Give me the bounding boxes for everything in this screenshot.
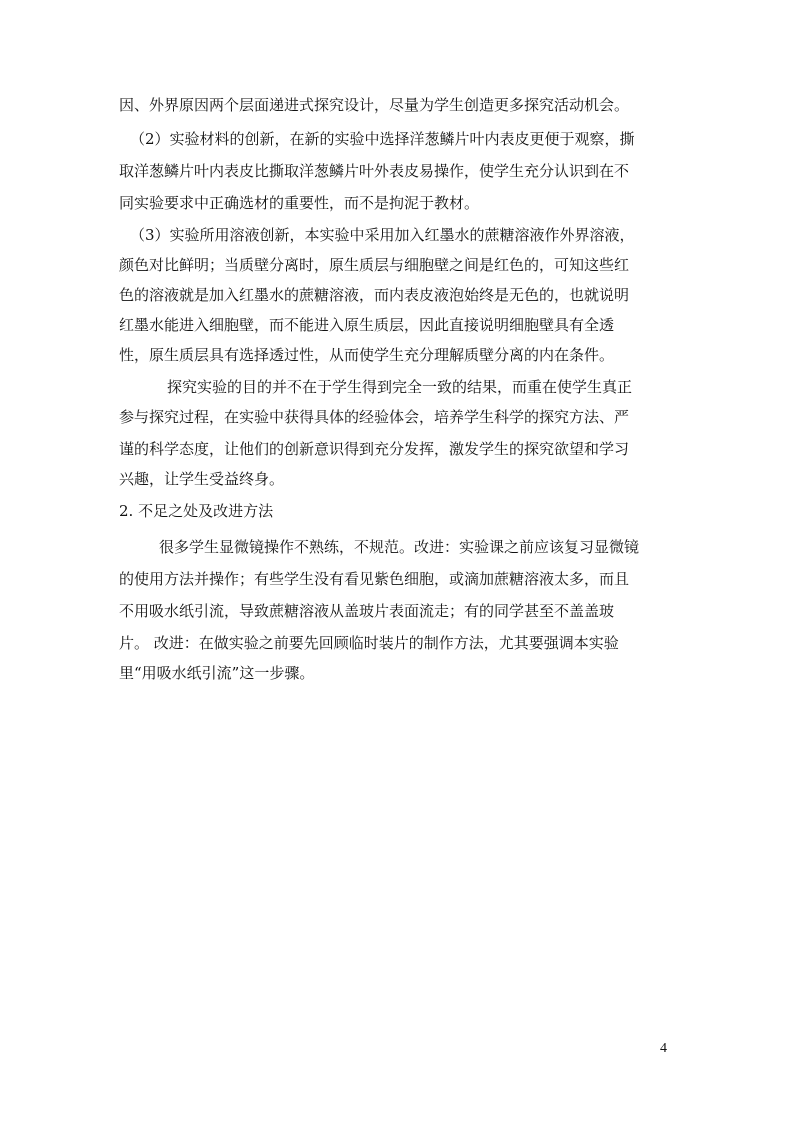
- text-line: 红墨水能进入细胞壁，而不能进入原生质层，因此直接说明细胞壁具有全透: [119, 316, 615, 334]
- text-line: 里“用吸水纸引流”这一步骤。: [119, 664, 315, 682]
- text-line: 探究实验的目的并不在于学生得到完全一致的结果，而重在使学生真正: [167, 378, 633, 396]
- section-heading: 2. 不足之处及改进方法: [119, 502, 274, 520]
- text-line: 不用吸水纸引流，导致蔗糖溶液从盖玻片表面流走；有的同学甚至不盖盖玻: [119, 602, 615, 620]
- text-line: 因、外界原因两个层面递进式探究设计，尽量为学生创造更多探究活动机会。: [119, 96, 630, 114]
- text-line: （3）实验所用溶液创新，本实验中采用加入红墨水的蔗糖溶液作外界溶液，: [130, 226, 635, 244]
- text-line: 取洋葱鳞片叶内表皮比撕取洋葱鳞片叶外表皮易操作，使学生充分认识到在不: [119, 162, 630, 180]
- text-line: 参与探究过程，在实验中获得具体的经验体会，培养学生科学的探究方法、严: [119, 408, 630, 426]
- text-line: 兴趣，让学生受益终身。: [119, 470, 285, 488]
- text-line: 同实验要求中正确选材的重要性，而不是拘泥于教材。: [119, 194, 480, 212]
- text-line: 颜色对比鲜明；当质壁分离时，原生质层与细胞壁之间是红色的，可知这些红: [119, 256, 630, 274]
- page-number: 4: [660, 1041, 667, 1056]
- text-line: 性，原生质层具有选择透过性，从而使学生充分理解质壁分离的内在条件。: [119, 346, 615, 364]
- text-line: 的使用方法并操作；有些学生没有看见紫色细胞，或滴加蔗糖溶液太多，而且: [119, 570, 630, 588]
- text-line: 色的溶液就是加入红墨水的蔗糖溶液，而内表皮液泡始终是无色的，也就说明: [119, 286, 630, 304]
- text-line: （2）实验材料的创新，在新的实验中选择洋葱鳞片叶内表皮更便于观察，撕: [130, 130, 635, 148]
- text-line: 谨的科学态度，让他们的创新意识得到充分发挥，激发学生的探究欲望和学习: [119, 440, 630, 458]
- text-line: 片。 改进：在做实验之前要先回顾临时装片的制作方法，尤其要强调本实验: [119, 634, 619, 652]
- text-line: 很多学生显微镜操作不熟练，不规范。改进：实验课之前应该复习显微镜: [159, 538, 640, 556]
